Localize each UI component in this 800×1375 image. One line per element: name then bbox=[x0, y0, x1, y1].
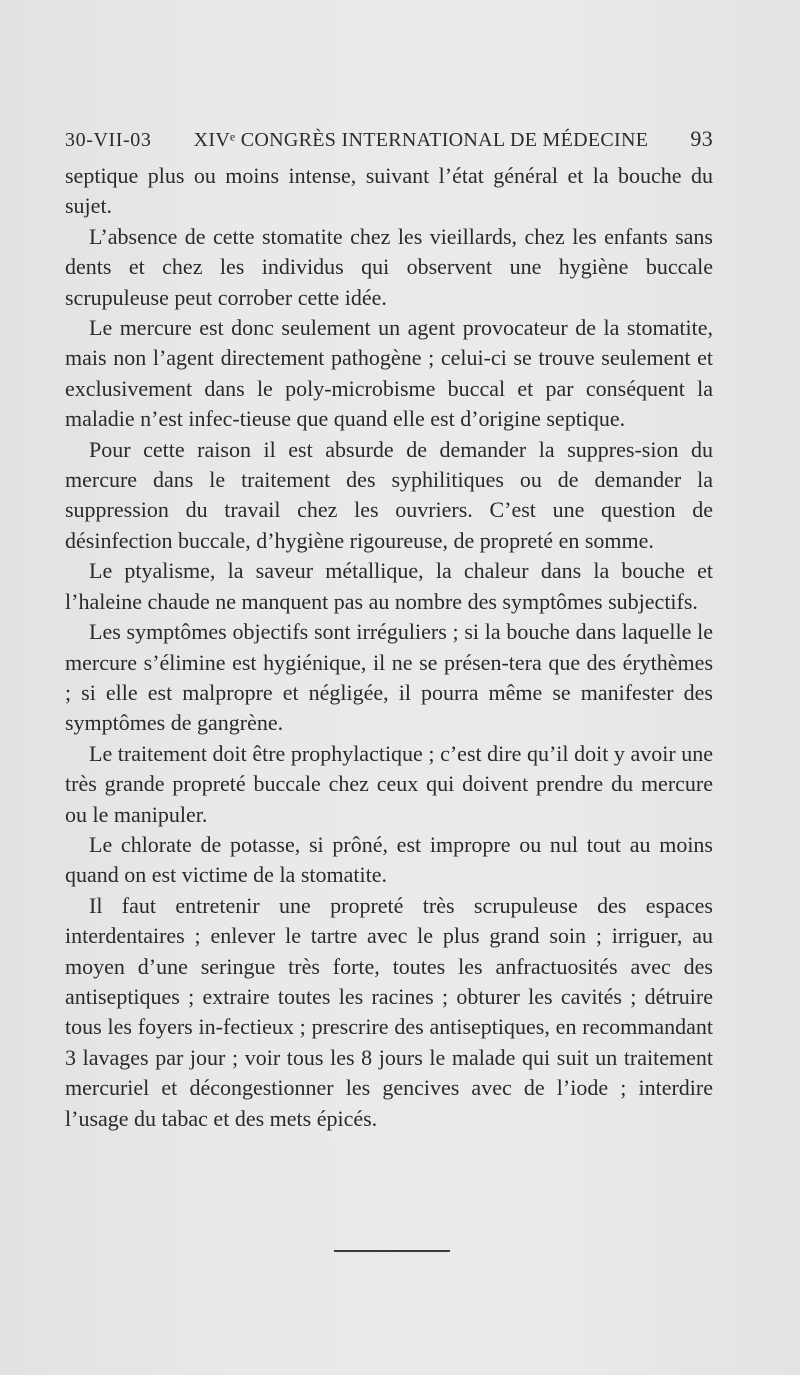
header-date: 30-VII-03 bbox=[65, 129, 152, 151]
paragraph-continuation: septique plus ou moins intense, suivant l’état général et la bouche du sujet. bbox=[65, 163, 713, 219]
body-text bbox=[65, 161, 713, 1134]
paragraph: Pour cette raison il est absurde de demander la suppres-sion du mercure dans le traitement des syphilitiques ou de demander la suppression du travail chez les ouvriers. C’est une question de désinfection buccale, d’hygiène rigoureuse, de propreté en somme. bbox=[65, 436, 713, 553]
paragraph: Il faut entretenir une propreté très scrupuleuse des espaces interdentaires ; enlever le tartre avec le plus grand soin ; irriguer, au moyen d’une seringue très forte, toutes les anfractuosités avec des antiseptiques ; extraire toutes les racines ; obturer les cavités ; détruire tous les foyers in-fectieux ; prescrire des antiseptiques, en recommandant 3 lavages par jour ; voir tous les 8 jours le malade qui suit un traitement mercuriel et décongestionner les gencives avec de l’iode ; interdire l’usage du tabac et des mets épicés. bbox=[65, 892, 713, 1131]
page-number: 93 bbox=[690, 126, 713, 151]
paragraph: Les symptômes objectifs sont irréguliers ; si la bouche dans laquelle le mercure s’élimine est hygiénique, il ne se présen-tera que des érythèmes ; si elle est malpropre et négligée, il pourra même se manifester des symptômes de gangrène. bbox=[65, 619, 713, 736]
section-end-rule bbox=[334, 1250, 450, 1252]
running-header bbox=[65, 126, 713, 152]
paragraph: Le mercure est donc seulement un agent provocateur de la stomatite, mais non l’agent directement pathogène ; celui-ci se trouve seulement et exclusivement dans le poly-microbisme buccal et par conséquent la maladie n’est infec-tieuse que quand elle est d’origine septique. bbox=[65, 315, 713, 432]
paragraph: Le ptyalisme, la saveur métallique, la chaleur dans la bouche et l’haleine chaude ne manquent pas au nombre des symptômes subjectifs. bbox=[65, 558, 713, 614]
paragraph: Le chlorate de potasse, si prôné, est impropre ou nul tout au moins quand on est victime de la stomatite. bbox=[65, 831, 713, 888]
header-title: XIVᵉ CONGRÈS INTERNATIONAL DE MÉDECINE bbox=[193, 129, 649, 151]
paragraph: L’absence de cette stomatite chez les vieillards, chez les enfants sans dents et chez les individus qui observent une hygiène buccale scrupuleuse peut corrober cette idée. bbox=[65, 223, 713, 310]
paragraph: Le traitement doit être prophylactique ; c’est dire qu’il doit y avoir une très grande propreté buccale chez ceux qui doivent prendre du mercure ou le manipuler. bbox=[65, 740, 713, 827]
